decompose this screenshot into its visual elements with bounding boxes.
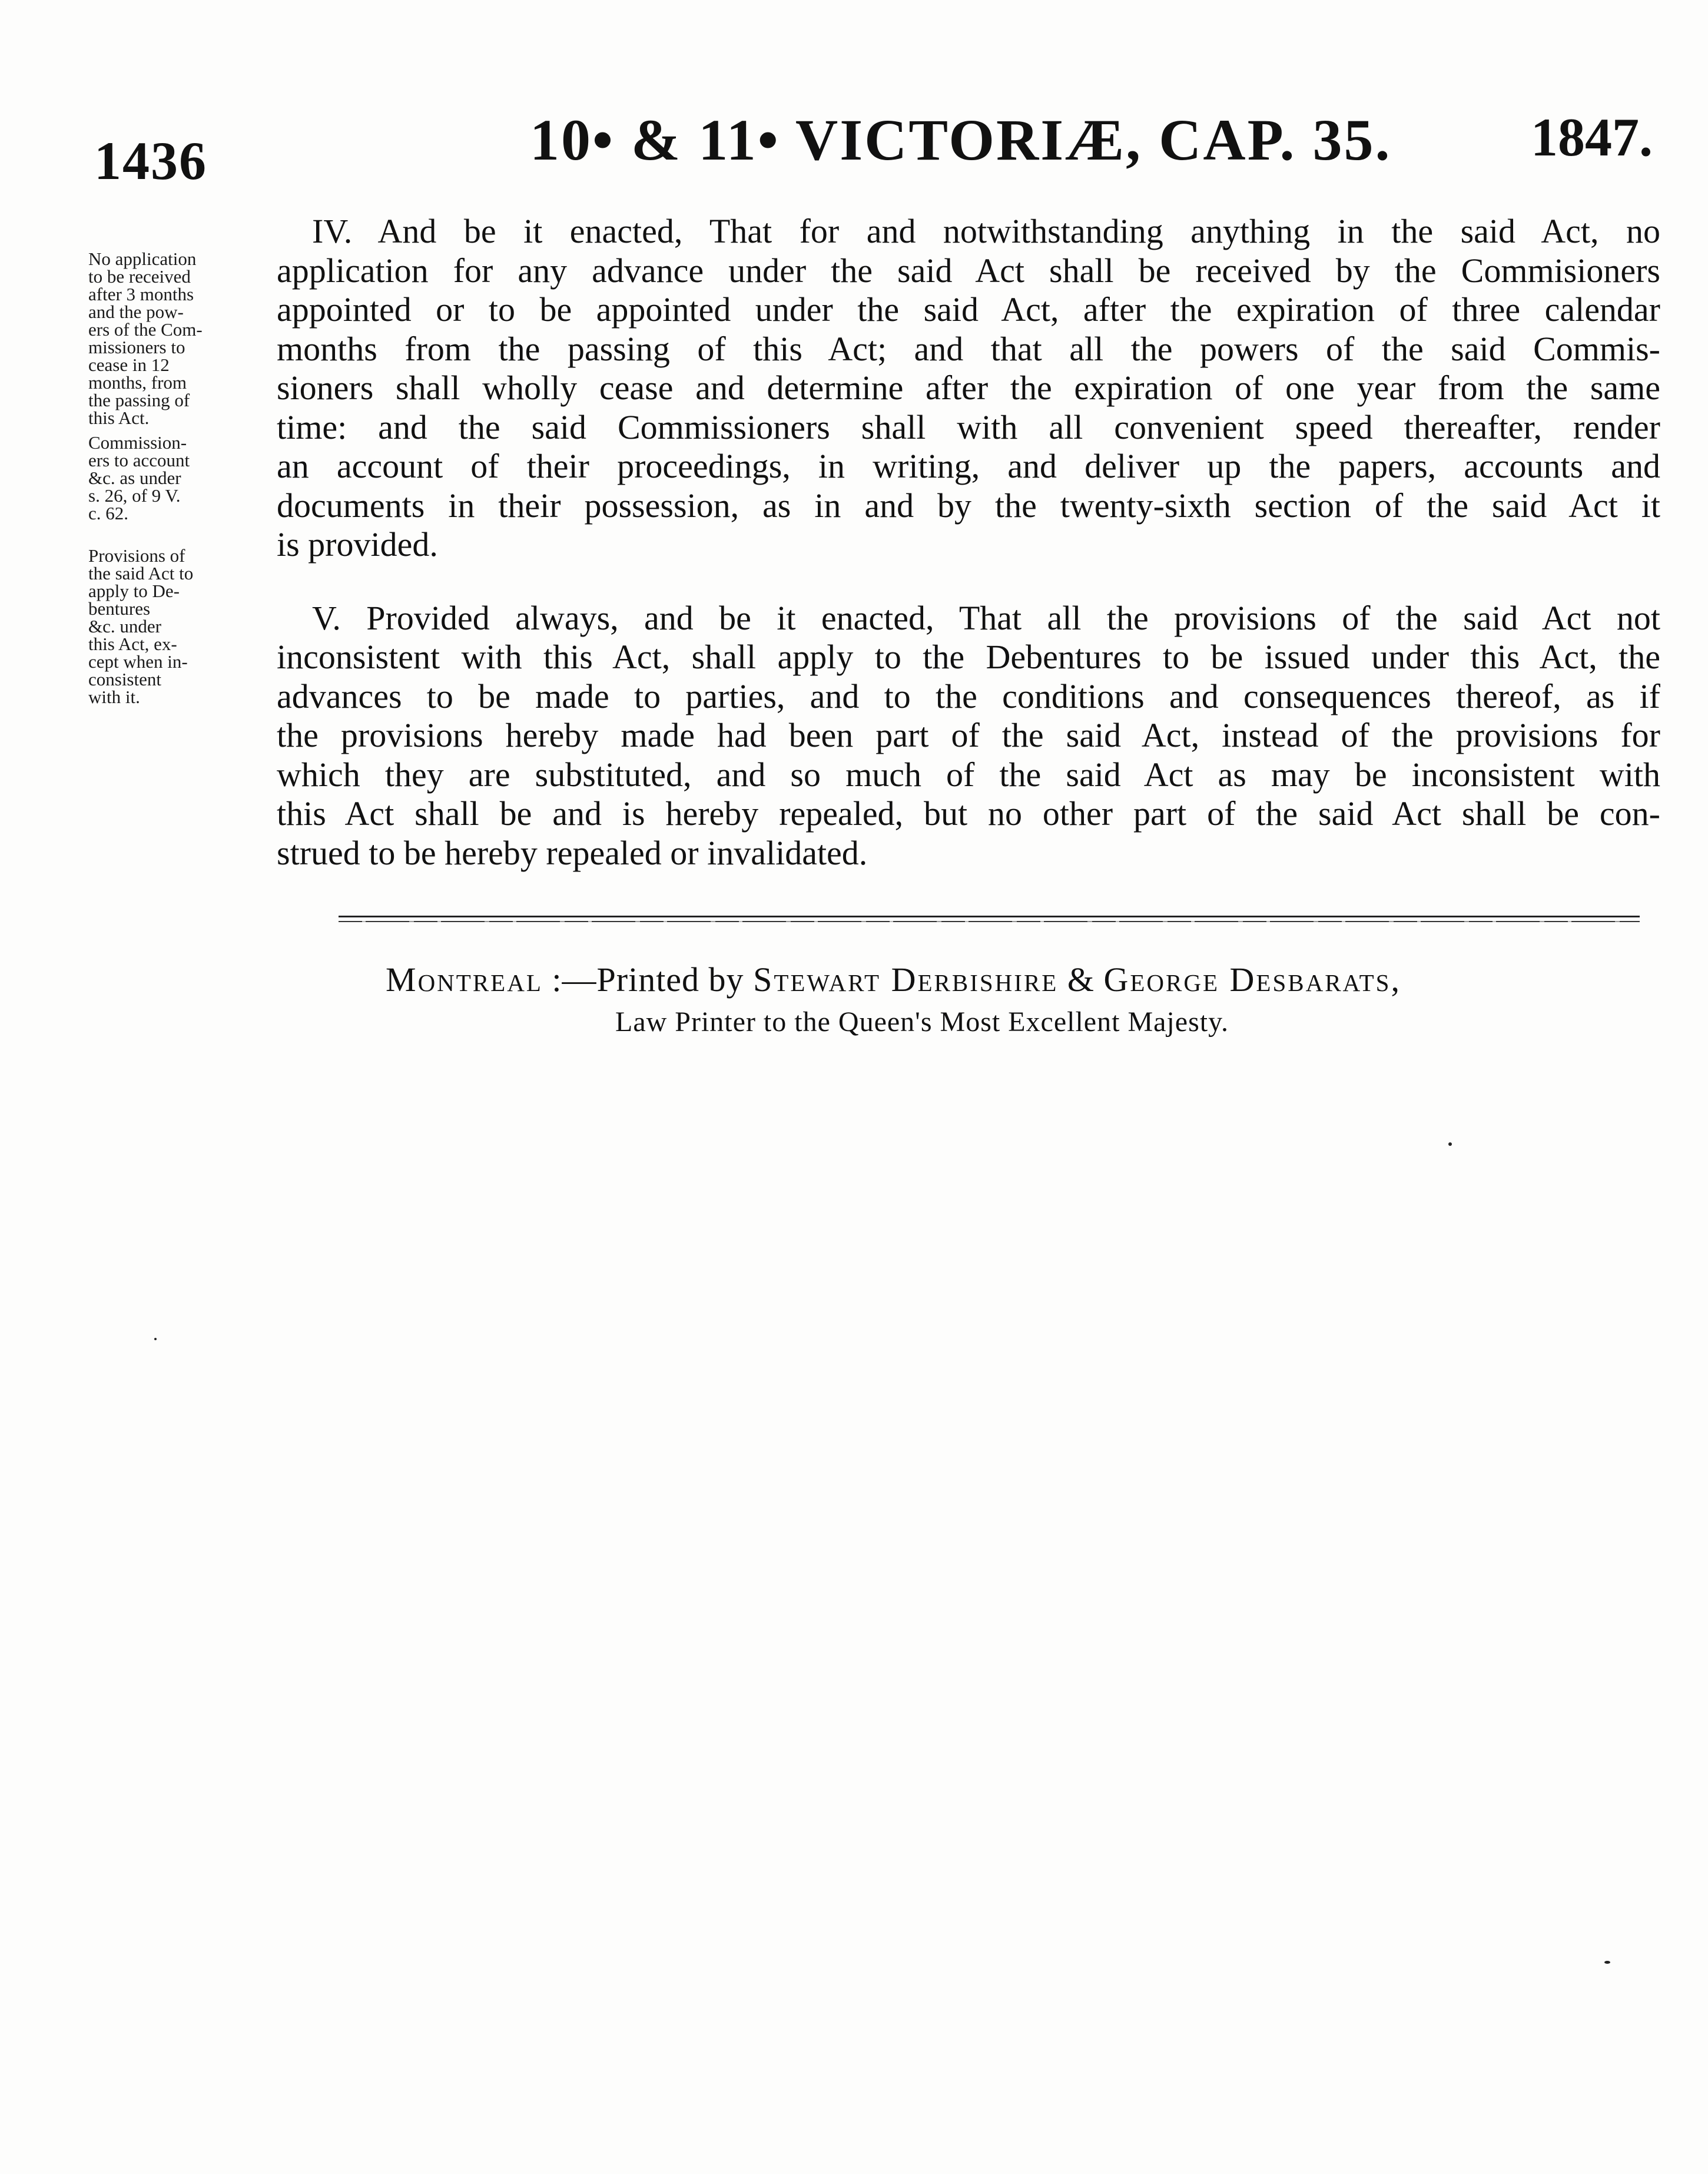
page-title: 10• & 11• VICTORIÆ, CAP. 35. — [530, 107, 1392, 173]
imprint-printer-1: Stewart Derbishire — [753, 960, 1059, 999]
margin-note-line: cept when in- — [88, 651, 188, 672]
ink-speck — [1604, 1961, 1610, 1964]
margin-note-line: this Act, ex- — [88, 634, 177, 654]
margin-note-line: apply to De- — [88, 581, 180, 601]
margin-notes — [88, 250, 259, 710]
imprint-printer-2: George Desbarats, — [1103, 960, 1401, 999]
section-iv — [277, 212, 1660, 565]
divider-line-top — [339, 916, 1640, 917]
section-line: is provided. — [277, 525, 438, 564]
margin-note-line: Provisions of — [88, 545, 185, 566]
margin-note-application-deadline — [88, 250, 259, 427]
margin-note-line: No application — [88, 248, 197, 269]
margin-note-line: bentures — [88, 598, 151, 619]
margin-note-line: &c. as under — [88, 468, 181, 488]
margin-note-account — [88, 434, 259, 522]
section-line: this Act shall be and is hereby repealed, but no other part of the said Act shall be con- — [277, 794, 1660, 833]
margin-note-line: cease in 12 — [88, 354, 170, 375]
section-line: which they are substituted, and so much of the said Act as may be inconsistent with — [277, 755, 1660, 794]
margin-note-line: consistent — [88, 669, 161, 690]
section-line: V. Provided always, and be it enacted, That all the provisions of the said Act not — [312, 598, 1660, 637]
divider-line-bottom — [339, 921, 1640, 922]
margin-note-provisions — [88, 547, 259, 706]
section-line: appointed or to be appointed under the said Act, after the expiration of three calendar — [277, 290, 1660, 329]
section-line: documents in their possession, as in and by the twenty-sixth section of the said Act it — [277, 486, 1660, 525]
section-line: inconsistent with this Act, shall apply to the Debentures to be issued under this Act, the — [277, 638, 1660, 676]
imprint-line-1 — [386, 960, 1401, 999]
section-line: IV. And be it enacted, That for and notwithstanding anything in the said Act, no — [312, 212, 1660, 250]
section-line: sioners shall wholly cease and determine after the expiration of one year from the same — [277, 369, 1660, 407]
ink-speck — [154, 1338, 157, 1340]
section-v — [277, 599, 1660, 873]
running-head — [0, 106, 1708, 191]
margin-note-line: c. 62. — [88, 503, 129, 523]
margin-note-line: to be received — [88, 266, 191, 287]
section-line: application for any advance under the said Act shall be received by the Commisioners — [277, 251, 1660, 290]
section-divider-rule — [339, 916, 1640, 924]
margin-note-line: months, from — [88, 372, 187, 393]
margin-note-line: after 3 months — [88, 284, 194, 304]
section-line: months from the passing of this Act; and that all the powers of the said Commis- — [277, 329, 1660, 368]
margin-note-line: this Act. — [88, 407, 150, 428]
imprint-place: Montreal — [386, 960, 543, 999]
margin-note-line: the said Act to — [88, 563, 194, 584]
page-number: 1436 — [94, 131, 207, 191]
section-line: strued to be hereby repealed or invalidated. — [277, 833, 868, 872]
ink-speck — [1448, 1142, 1452, 1146]
body-text — [277, 212, 1660, 873]
margin-note-line: Commission- — [88, 432, 187, 453]
margin-note-line: the passing of — [88, 390, 190, 410]
header-year: 1847. — [1531, 107, 1653, 167]
imprint-line-2: Law Printer to the Queen's Most Excellent Majesty. — [615, 1006, 1229, 1038]
margin-note-line: ers to account — [88, 450, 190, 470]
margin-note-line: &c. under — [88, 616, 161, 637]
section-line: an account of their proceedings, in writing, and deliver up the papers, accounts and — [277, 447, 1660, 485]
margin-note-line: with it. — [88, 687, 140, 707]
imprint-printed-by: :—Printed by — [552, 960, 744, 999]
margin-note-line: missioners to — [88, 337, 185, 357]
margin-note-line: and the pow- — [88, 301, 184, 322]
section-line: time: and the said Commissioners shall with all convenient speed thereafter, render — [277, 407, 1660, 446]
margin-note-line: s. 26, of 9 V. — [88, 485, 181, 506]
imprint-ampersand: & — [1067, 960, 1095, 999]
section-line: the provisions hereby made had been part of the said Act, instead of the provisions for — [277, 716, 1660, 754]
section-line: advances to be made to parties, and to the conditions and consequences thereof, as if — [277, 677, 1660, 715]
margin-note-line: ers of the Com- — [88, 319, 203, 340]
